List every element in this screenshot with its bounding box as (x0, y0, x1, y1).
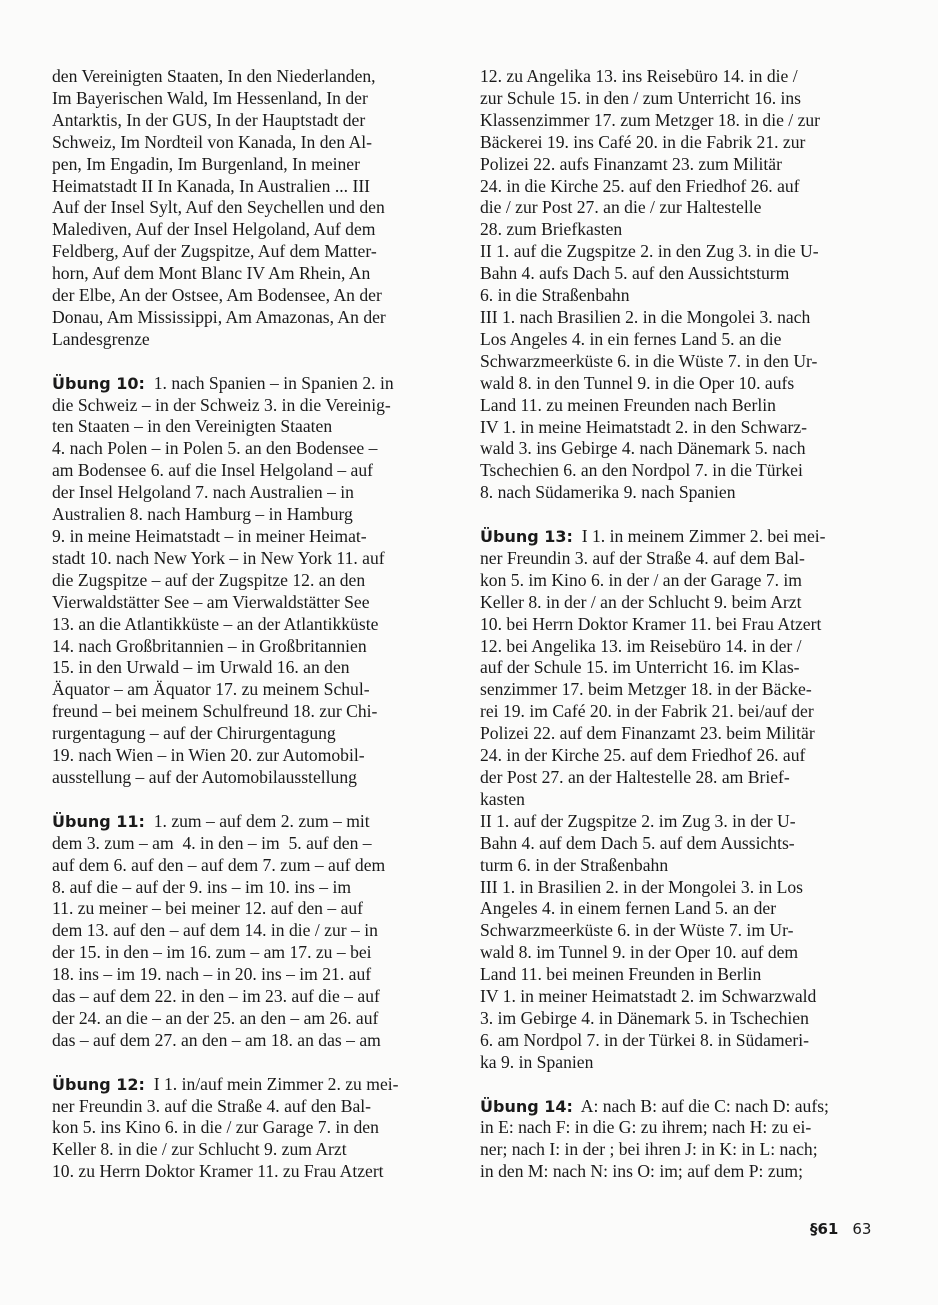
text-line (480, 898, 880, 920)
text-line (480, 986, 880, 1008)
text-line (480, 811, 880, 833)
text-line (52, 614, 462, 636)
text-line (52, 942, 462, 964)
line-text: rei 19. im Café 20. in der Fabrik 21. bei/auf der (480, 701, 814, 722)
line-text: Feldberg, Auf der Zugspitze, Auf dem Matter- (52, 241, 377, 262)
line-text: pen, Im Engadin, Im Burgenland, In meiner (52, 153, 360, 174)
line-text: freund – bei meinem Schulfreund 18. zur Chi- (52, 701, 378, 722)
line-text: Antarktis, In der GUS, In der Hauptstadt der (52, 109, 366, 130)
exercise-heading-line (480, 1096, 880, 1118)
paragraph-gap (480, 1074, 880, 1096)
line-text: ka 9. in Spanien (480, 1051, 594, 1072)
text-line (52, 636, 462, 658)
text-line (480, 964, 880, 986)
line-text: der Post 27. an der Haltestelle 28. am Brief- (480, 766, 790, 787)
text-line (52, 679, 462, 701)
line-text: Bäckerei 19. ins Café 20. in die Fabrik 21. zur (480, 131, 806, 152)
text-line (52, 307, 462, 329)
text-line (480, 942, 880, 964)
page-number: 63 (852, 1220, 872, 1238)
line-text: Vierwaldstätter See – am Vierwaldstätter See (52, 591, 370, 612)
line-text: Los Angeles 4. in ein fernes Land 5. an die (480, 328, 782, 349)
text-line (52, 833, 462, 855)
line-text: 15. in den Urwald – im Urwald 16. an den (52, 657, 350, 678)
line-text: 4. nach Polen – in Polen 5. an den Bodensee – (52, 438, 378, 459)
line-text: wald 8. in den Tunnel 9. in die Oper 10. aufs (480, 372, 795, 393)
text-line (52, 767, 462, 789)
text-line (480, 701, 880, 723)
line-text: 10. zu Herrn Doktor Kramer 11. zu Frau Atzert (52, 1161, 384, 1182)
line-text: zur Schule 15. in den / zum Unterricht 16. ins (480, 87, 802, 108)
text-line (52, 110, 462, 132)
line-text: 14. nach Großbritannien – in Großbritannien (52, 635, 367, 656)
line-text: Heimatstadt II In Kanada, In Australien ... III (52, 175, 371, 196)
exercise-heading-line (52, 1074, 462, 1096)
line-text: Donau, Am Mississippi, Am Amazonas, An der (52, 306, 386, 327)
text-line (480, 241, 880, 263)
paragraph-gap (52, 1052, 462, 1074)
text-line (480, 570, 880, 592)
text-line (52, 329, 462, 351)
line-text: kon 5. im Kino 6. in der / an der Garage 7. im (480, 569, 802, 590)
line-text: Keller 8. in der / an der Schlucht 9. beim Arzt (480, 591, 802, 612)
line-text: der Elbe, An der Ostsee, Am Bodensee, An der (52, 285, 382, 306)
page-footer (810, 1220, 871, 1239)
exercise-heading-line (52, 811, 462, 833)
paragraph-gap (480, 504, 880, 526)
line-text: senzimmer 17. beim Metzger 18. in der Bäcke- (480, 679, 812, 700)
line-text: ner Freundin 3. auf die Straße 4. auf den Bal- (52, 1095, 372, 1116)
line-text: Landesgrenze (52, 328, 150, 349)
text-line (480, 1030, 880, 1052)
line-text: der 15. in den – im 16. zum – am 17. zu – bei (52, 942, 372, 963)
line-text: III 1. nach Brasilien 2. in die Mongolei 3. nach (480, 306, 811, 327)
text-line (480, 154, 880, 176)
text-line (52, 66, 462, 88)
line-text: auf dem 6. auf den – auf dem 7. zum – auf dem (52, 854, 386, 875)
line-text: Bahn 4. auf dem Dach 5. auf dem Aussichts- (480, 832, 795, 853)
paragraph-gap (52, 789, 462, 811)
line-text: kon 5. ins Kino 6. in die / zur Garage 7. in den (52, 1117, 379, 1138)
text-line (480, 285, 880, 307)
line-text: Schwarzmeerküste 6. in die Wüste 7. in den Ur- (480, 350, 818, 371)
line-text: Bahn 4. aufs Dach 5. auf den Aussichtsturm (480, 263, 790, 284)
text-line (480, 1052, 880, 1074)
line-text: Land 11. bei meinen Freunden in Berlin (480, 964, 762, 985)
text-line (52, 460, 462, 482)
text-line (480, 417, 880, 439)
line-text: I 1. in/auf mein Zimmer 2. zu mei- (144, 1073, 399, 1094)
line-text: die Zugspitze – auf der Zugspitze 12. an den (52, 569, 366, 590)
line-text: Schwarzmeerküste 6. in der Wüste 7. im Ur- (480, 920, 794, 941)
exercise-label: Übung 11: (52, 811, 145, 831)
text-line (480, 592, 880, 614)
line-text: ner; nach I: in der ; bei ihren J: in K: in L: nach; (480, 1139, 818, 1160)
line-text: in den M: nach N: ins O: im; auf dem P: zum; (480, 1161, 804, 1182)
text-line (480, 132, 880, 154)
text-line (52, 745, 462, 767)
exercise-label: Übung 13: (480, 527, 573, 547)
text-line (52, 176, 462, 198)
text-line (52, 197, 462, 219)
line-text: rurgentagung – auf der Chirurgentagung (52, 723, 336, 744)
line-text: Im Bayerischen Wald, Im Hessenland, In der (52, 87, 368, 108)
line-text: Polizei 22. auf dem Finanzamt 23. beim Militär (480, 723, 815, 744)
exercise-heading-line (480, 526, 880, 548)
text-line (52, 657, 462, 679)
line-text: 12. bei Angelika 13. im Reisebüro 14. in der / (480, 635, 802, 656)
text-line (52, 570, 462, 592)
line-text: Angeles 4. in einem fernen Land 5. an der (480, 898, 777, 919)
line-text: dem 3. zum – am 4. in den – im 5. auf den – (52, 832, 372, 853)
text-line (480, 1008, 880, 1030)
line-text: horn, Auf dem Mont Blanc IV Am Rhein, An (52, 263, 371, 284)
line-text: Auf der Insel Sylt, Auf den Seychellen und den (52, 197, 385, 218)
text-line (480, 1161, 880, 1183)
line-text: 8. nach Südamerika 9. nach Spanien (480, 482, 736, 503)
line-text: II 1. auf die Zugspitze 2. in den Zug 3. in die U- (480, 241, 819, 262)
exercise-label: Übung 10: (52, 373, 145, 393)
paragraph-gap (52, 351, 462, 373)
text-line (52, 154, 462, 176)
line-text: 1. zum – auf dem 2. zum – mit (144, 810, 370, 831)
text-line (52, 920, 462, 942)
line-text: dem 13. auf den – auf dem 14. in die / zur – in (52, 920, 378, 941)
text-line (52, 263, 462, 285)
exercise-label: Übung 14: (480, 1096, 573, 1116)
text-line (52, 1139, 462, 1161)
line-text: 24. in der Kirche 25. auf dem Friedhof 26. auf (480, 745, 806, 766)
line-text: ten Staaten – in den Vereinigten Staaten (52, 416, 333, 437)
line-text: 19. nach Wien – in Wien 20. zur Automobil- (52, 745, 365, 766)
line-text: Polizei 22. aufs Finanzamt 23. zum Militär (480, 153, 782, 174)
text-line (480, 920, 880, 942)
text-line (480, 482, 880, 504)
line-text: stadt 10. nach New York – in New York 11. auf (52, 547, 385, 568)
line-text: den Vereinigten Staaten, In den Niederlanden, (52, 66, 376, 86)
line-text: 13. an die Atlantikküste – an der Atlantikküste (52, 613, 379, 634)
text-line (480, 88, 880, 110)
line-text: Malediven, Auf der Insel Helgoland, Auf dem (52, 219, 376, 240)
exercise-label: Übung 12: (52, 1074, 145, 1094)
text-line (480, 176, 880, 198)
text-line (480, 1139, 880, 1161)
text-line (52, 88, 462, 110)
text-line (480, 679, 880, 701)
line-text: Äquator – am Äquator 17. zu meinem Schul- (52, 679, 370, 700)
line-text: wald 8. im Tunnel 9. in der Oper 10. auf dem (480, 942, 799, 963)
text-line (480, 373, 880, 395)
text-line (480, 548, 880, 570)
line-text: IV 1. in meine Heimatstadt 2. in den Schwarz- (480, 416, 808, 437)
text-line (480, 855, 880, 877)
text-line (52, 701, 462, 723)
line-text: Tschechien 6. an den Nordpol 7. in die Türkei (480, 460, 803, 481)
text-line (480, 745, 880, 767)
text-line (480, 789, 880, 811)
text-line (480, 657, 880, 679)
line-text: 8. auf die – auf der 9. ins – im 10. ins – im (52, 876, 352, 897)
line-text: turm 6. in der Straßenbahn (480, 854, 669, 875)
line-text: ner Freundin 3. auf der Straße 4. auf dem Bal- (480, 547, 805, 568)
line-text: IV 1. in meiner Heimatstadt 2. im Schwarzwald (480, 986, 817, 1007)
text-line (480, 110, 880, 132)
text-line (480, 877, 880, 899)
text-line (52, 1096, 462, 1118)
line-text: ausstellung – auf der Automobilausstellung (52, 766, 357, 787)
text-line (480, 197, 880, 219)
line-text: die / zur Post 27. an die / zur Haltestelle (480, 197, 762, 218)
line-text: Schweiz, Im Nordteil von Kanada, In den Al- (52, 131, 373, 152)
text-line (480, 438, 880, 460)
text-line (52, 855, 462, 877)
text-line (52, 219, 462, 241)
right-column (480, 66, 880, 1183)
line-text: Klassenzimmer 17. zum Metzger 18. in die / zur (480, 109, 821, 130)
text-line (52, 877, 462, 899)
line-text: am Bodensee 6. auf die Insel Helgoland – auf (52, 460, 373, 481)
line-text: 6. am Nordpol 7. in der Türkei 8. in Südameri- (480, 1029, 810, 1050)
text-line (480, 614, 880, 636)
line-text: III 1. in Brasilien 2. in der Mongolei 3. in Los (480, 876, 803, 897)
text-line (480, 460, 880, 482)
section-mark: §61 (810, 1220, 839, 1238)
line-text: 11. zu meiner – bei meiner 12. auf den – auf (52, 898, 364, 919)
line-text: der 24. an die – an der 25. an den – am 26. auf (52, 1007, 379, 1028)
text-line (52, 986, 462, 1008)
line-text: 18. ins – im 19. nach – in 20. ins – im 21. auf (52, 964, 372, 985)
text-line (52, 964, 462, 986)
text-line (52, 416, 462, 438)
text-line (480, 636, 880, 658)
text-line (52, 482, 462, 504)
line-text: 10. bei Herrn Doktor Kramer 11. bei Frau Atzert (480, 613, 822, 634)
line-text: das – auf dem 27. an den – am 18. an das – am (52, 1029, 381, 1050)
text-line (480, 767, 880, 789)
text-line (480, 307, 880, 329)
line-text: 9. in meine Heimatstadt – in meiner Heimat- (52, 526, 367, 547)
line-text: 6. in die Straßenbahn (480, 285, 630, 306)
text-line (480, 1117, 880, 1139)
line-text: I 1. in meinem Zimmer 2. bei mei- (572, 526, 826, 547)
text-line (52, 132, 462, 154)
line-text: der Insel Helgoland 7. nach Australien – in (52, 482, 354, 503)
text-line (480, 723, 880, 745)
text-line (480, 66, 880, 88)
line-text: II 1. auf der Zugspitze 2. im Zug 3. in der U- (480, 810, 796, 831)
line-text: Australien 8. nach Hamburg – in Hamburg (52, 504, 353, 525)
line-text: die Schweiz – in der Schweiz 3. in die Vereinig- (52, 394, 391, 415)
line-text: das – auf dem 22. in den – im 23. auf die – auf (52, 986, 380, 1007)
text-line (52, 1161, 462, 1183)
line-text: Keller 8. in die / zur Schlucht 9. zum Arzt (52, 1139, 347, 1160)
text-line (52, 395, 462, 417)
left-column (52, 66, 462, 1183)
line-text: in E: nach F: in die G: zu ihrem; nach H: zu ei- (480, 1117, 812, 1138)
line-text: 28. zum Briefkasten (480, 219, 623, 240)
text-line (52, 548, 462, 570)
line-text: 1. nach Spanien – in Spanien 2. in (144, 372, 394, 393)
text-line (52, 504, 462, 526)
line-text: auf der Schule 15. im Unterricht 16. im Klas- (480, 657, 800, 678)
text-line (52, 526, 462, 548)
exercise-heading-line (52, 373, 462, 395)
text-line (52, 592, 462, 614)
text-line (52, 438, 462, 460)
line-text: 12. zu Angelika 13. ins Reisebüro 14. in die / (480, 66, 798, 86)
text-line (480, 833, 880, 855)
line-text: kasten (480, 788, 525, 809)
text-line (480, 329, 880, 351)
text-line (52, 1117, 462, 1139)
text-line (52, 285, 462, 307)
line-text: A: nach B: auf die C: nach D: aufs; (572, 1095, 829, 1116)
line-text: 3. im Gebirge 4. in Dänemark 5. in Tschechien (480, 1007, 809, 1028)
line-text: wald 3. ins Gebirge 4. nach Dänemark 5. nach (480, 438, 806, 459)
text-line (480, 263, 880, 285)
line-text: Land 11. zu meinen Freunden nach Berlin (480, 394, 776, 415)
text-line (52, 898, 462, 920)
text-line (52, 723, 462, 745)
text-line (480, 219, 880, 241)
text-line (52, 241, 462, 263)
line-text: 24. in die Kirche 25. auf den Friedhof 26. auf (480, 175, 800, 196)
text-line (480, 351, 880, 373)
text-line (52, 1030, 462, 1052)
text-line (480, 395, 880, 417)
text-line (52, 1008, 462, 1030)
